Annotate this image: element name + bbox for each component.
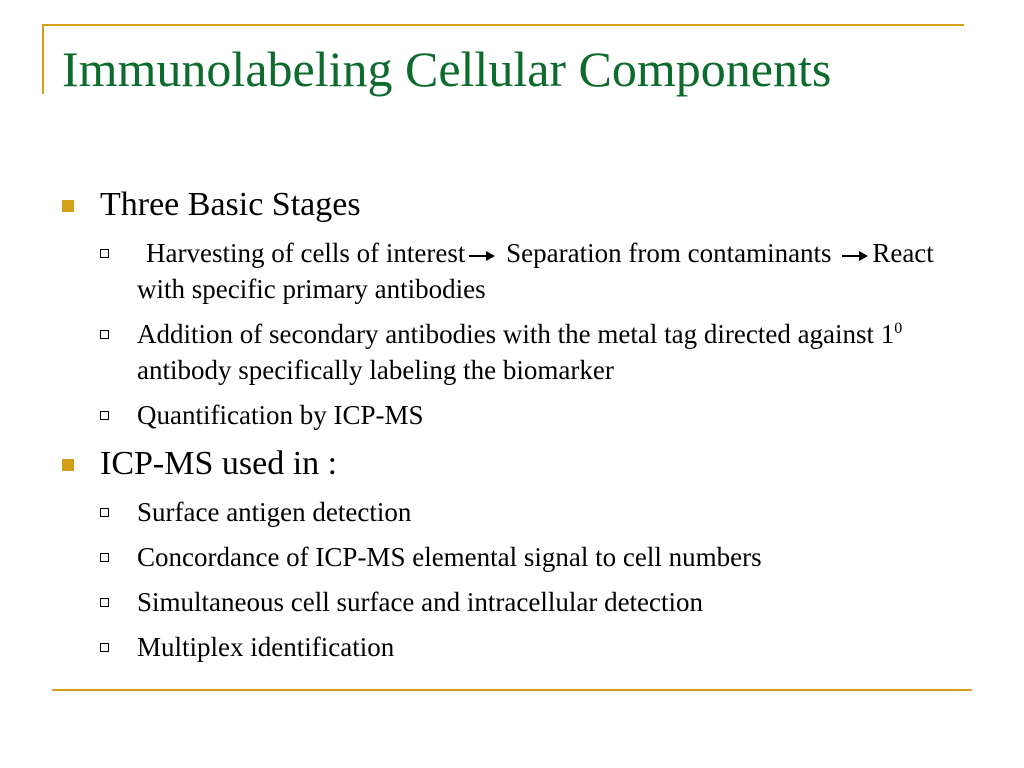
list-item: [62, 539, 962, 575]
list-item-text: Quantification by ICP-MS: [137, 400, 424, 430]
list-item-text: antibody specifically labeling the biomarker: [137, 355, 614, 385]
checkbox-bullet-icon: [100, 553, 109, 562]
arrow-right-icon: [469, 251, 495, 261]
superscript: 0: [894, 320, 903, 337]
list-item-text: Harvesting of cells of interest: [146, 238, 466, 268]
list-item-text: Multiplex identification: [137, 632, 395, 662]
checkbox-bullet-icon: [100, 508, 109, 517]
list-item: [62, 629, 962, 665]
list-item-text: React with specific primary antibodies: [137, 238, 934, 304]
list-item: [62, 235, 962, 307]
checkbox-bullet-icon: [100, 330, 109, 339]
slide-body: [62, 183, 962, 674]
section-heading: [62, 442, 962, 486]
left-rule: [42, 24, 44, 94]
checkbox-bullet-icon: [100, 411, 109, 420]
list-item: [62, 584, 962, 620]
bottom-rule: [52, 689, 972, 691]
list-item-text: Simultaneous cell surface and intracellular detection: [137, 587, 704, 617]
list-item: [62, 316, 962, 388]
square-bullet-icon: [62, 459, 74, 471]
top-rule: [42, 24, 964, 26]
list-item: [62, 494, 962, 530]
section-heading: [62, 183, 962, 227]
square-bullet-icon: [62, 200, 74, 212]
list-item-text: Addition of secondary antibodies with the metal tag directed against 1: [137, 319, 895, 349]
list-item-text: Concordance of ICP-MS elemental signal to cell numbers: [137, 542, 762, 572]
checkbox-bullet-icon: [100, 249, 109, 258]
arrow-right-icon: [842, 251, 868, 261]
list-item-text: Surface antigen detection: [137, 497, 412, 527]
checkbox-bullet-icon: [100, 598, 109, 607]
section-heading-text: Three Basic Stages: [100, 186, 361, 223]
section-heading-text: ICP-MS used in :: [100, 445, 338, 482]
checkbox-bullet-icon: [100, 643, 109, 652]
slide-title: Immunolabeling Cellular Components: [62, 41, 832, 97]
list-item: [62, 397, 962, 433]
list-item-text: Separation from contaminants: [506, 238, 832, 268]
